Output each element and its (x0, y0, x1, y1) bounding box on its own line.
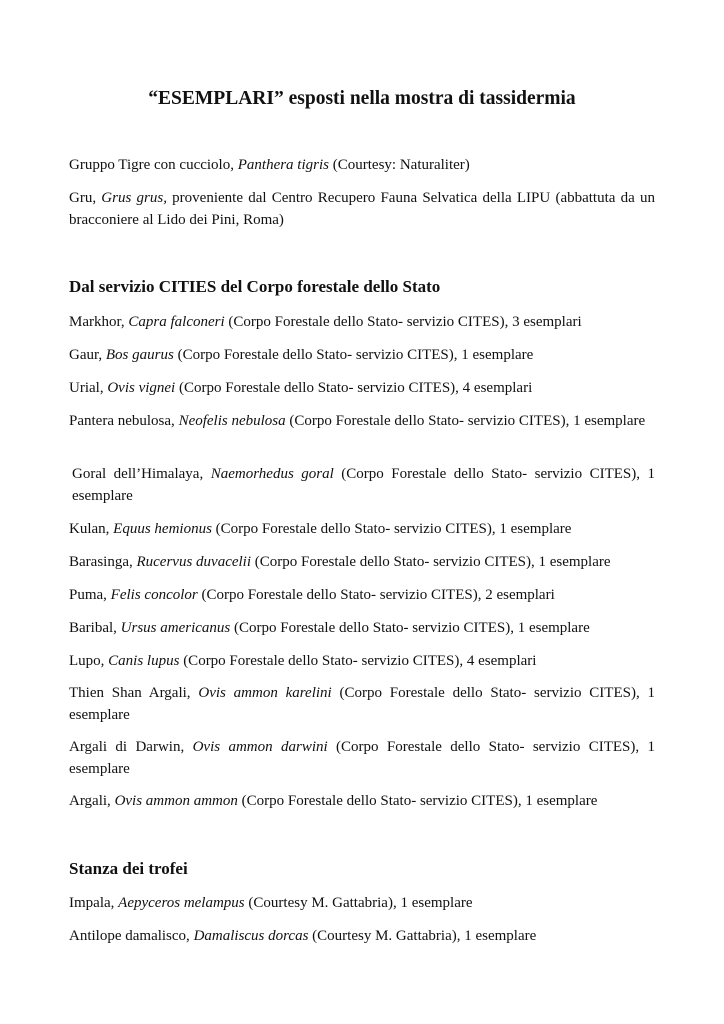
common-name: Kulan, (69, 521, 114, 537)
common-name: Pantera nebulosa, (69, 413, 179, 429)
common-name: Urial, (69, 380, 108, 396)
species-name: Capra falconeri (128, 314, 225, 330)
list-item (69, 926, 655, 948)
list-item (69, 683, 655, 726)
common-name: Gruppo Tigre con cucciolo, (69, 157, 238, 173)
list-item (69, 188, 655, 231)
list-item (69, 893, 655, 915)
species-name: Ovis ammon karelini (198, 685, 332, 701)
species-name: Aepyceros melampus (118, 895, 245, 911)
common-name: Gru, (69, 190, 102, 206)
entry-detail: (Corpo Forestale dello Stato- servizio CITES), 1 esemplare (72, 466, 656, 504)
entry-detail: (Corpo Forestale dello Stato- servizio CITES), 1 esemplare (211, 521, 572, 537)
species-name: Grus grus, (101, 190, 167, 206)
common-name: Argali, (69, 793, 115, 809)
common-name: Barasinga, (69, 554, 137, 570)
species-name: Damaliscus dorcas (193, 928, 309, 944)
species-name: Rucervus duvacelii (136, 554, 252, 570)
entry-detail: (Corpo Forestale dello Stato- servizio CITES), 4 esemplari (179, 653, 537, 669)
entry-detail: (Corpo Forestale dello Stato- servizio CITES), 1 esemplare (237, 793, 598, 809)
list-item (69, 552, 655, 574)
common-name: Argali di Darwin, (69, 739, 193, 755)
species-name: Naemorhedus goral (210, 466, 334, 482)
list-item (69, 618, 655, 640)
entry-detail: (Corpo Forestale dello Stato- servizio CITES), 1 esemplare (69, 685, 655, 723)
entry-detail: (Corpo Forestale dello Stato- servizio CITES), 1 esemplare (173, 347, 534, 363)
entry-detail: (Courtesy M. Gattabria), 1 esemplare (308, 928, 537, 944)
entry-detail: (Corpo Forestale dello Stato- servizio CITES), 3 esemplari (224, 314, 582, 330)
species-name: Equus hemionus (113, 521, 212, 537)
page-title: “ESEMPLARI” esposti nella mostra di tassidermia (148, 88, 576, 109)
entry-detail: (Corpo Forestale dello Stato- servizio CITES), 1 esemplare (251, 554, 611, 570)
species-name: Neofelis nebulosa (178, 413, 286, 429)
list-item (69, 791, 655, 813)
list-item (69, 378, 655, 400)
common-name: Puma, (69, 587, 111, 603)
species-name: Ovis ammon darwini (192, 739, 328, 755)
common-name: Thien Shan Argali, (69, 685, 199, 701)
species-name: Bos gaurus (105, 347, 174, 363)
list-item (69, 651, 655, 673)
entry-detail: (Corpo Forestale dello Stato- servizio CITES), 2 esemplari (197, 587, 555, 603)
list-item (69, 312, 655, 334)
species-name: Ursus americanus (120, 620, 231, 636)
section-heading: Stanza dei trofei (69, 859, 188, 878)
section-heading: Dal servizio CITIES del Corpo forestale dello Stato (69, 277, 441, 296)
entry-detail: (Corpo Forestale dello Stato- servizio CITES), 4 esemplari (175, 380, 533, 396)
species-name: Panthera tigris (237, 157, 329, 173)
common-name: Gaur, (69, 347, 106, 363)
common-name: Impala, (69, 895, 119, 911)
list-item (69, 411, 655, 433)
list-item (69, 737, 655, 780)
species-name: Ovis ammon ammon (114, 793, 238, 809)
common-name: Baribal, (69, 620, 121, 636)
common-name: Markhor, (69, 314, 129, 330)
species-name: Canis lupus (108, 653, 180, 669)
list-item (69, 519, 655, 541)
list-item (69, 345, 655, 367)
entry-detail: (Corpo Forestale dello Stato- servizio CITES), 1 esemplare (285, 413, 646, 429)
list-item (69, 155, 655, 177)
common-name: Antilope damalisco, (69, 928, 194, 944)
list-item (69, 464, 655, 507)
list-item (69, 585, 655, 607)
species-name: Ovis vignei (107, 380, 176, 396)
common-name: Goral dell’Himalaya, (72, 466, 211, 482)
entry-detail: proveniente dal Centro Recupero Fauna Selvatica della LIPU (abbattuta da un bracconiere al Lido dei Pini, Roma) (69, 190, 656, 228)
entry-detail: (Corpo Forestale dello Stato- servizio CITES), 1 esemplare (69, 739, 655, 777)
common-name: Lupo, (69, 653, 109, 669)
entry-detail: (Courtesy M. Gattabria), 1 esemplare (244, 895, 473, 911)
species-name: Felis concolor (110, 587, 198, 603)
entry-detail: (Corpo Forestale dello Stato- servizio CITES), 1 esemplare (230, 620, 590, 636)
entry-detail: (Courtesy: Naturaliter) (329, 157, 470, 173)
